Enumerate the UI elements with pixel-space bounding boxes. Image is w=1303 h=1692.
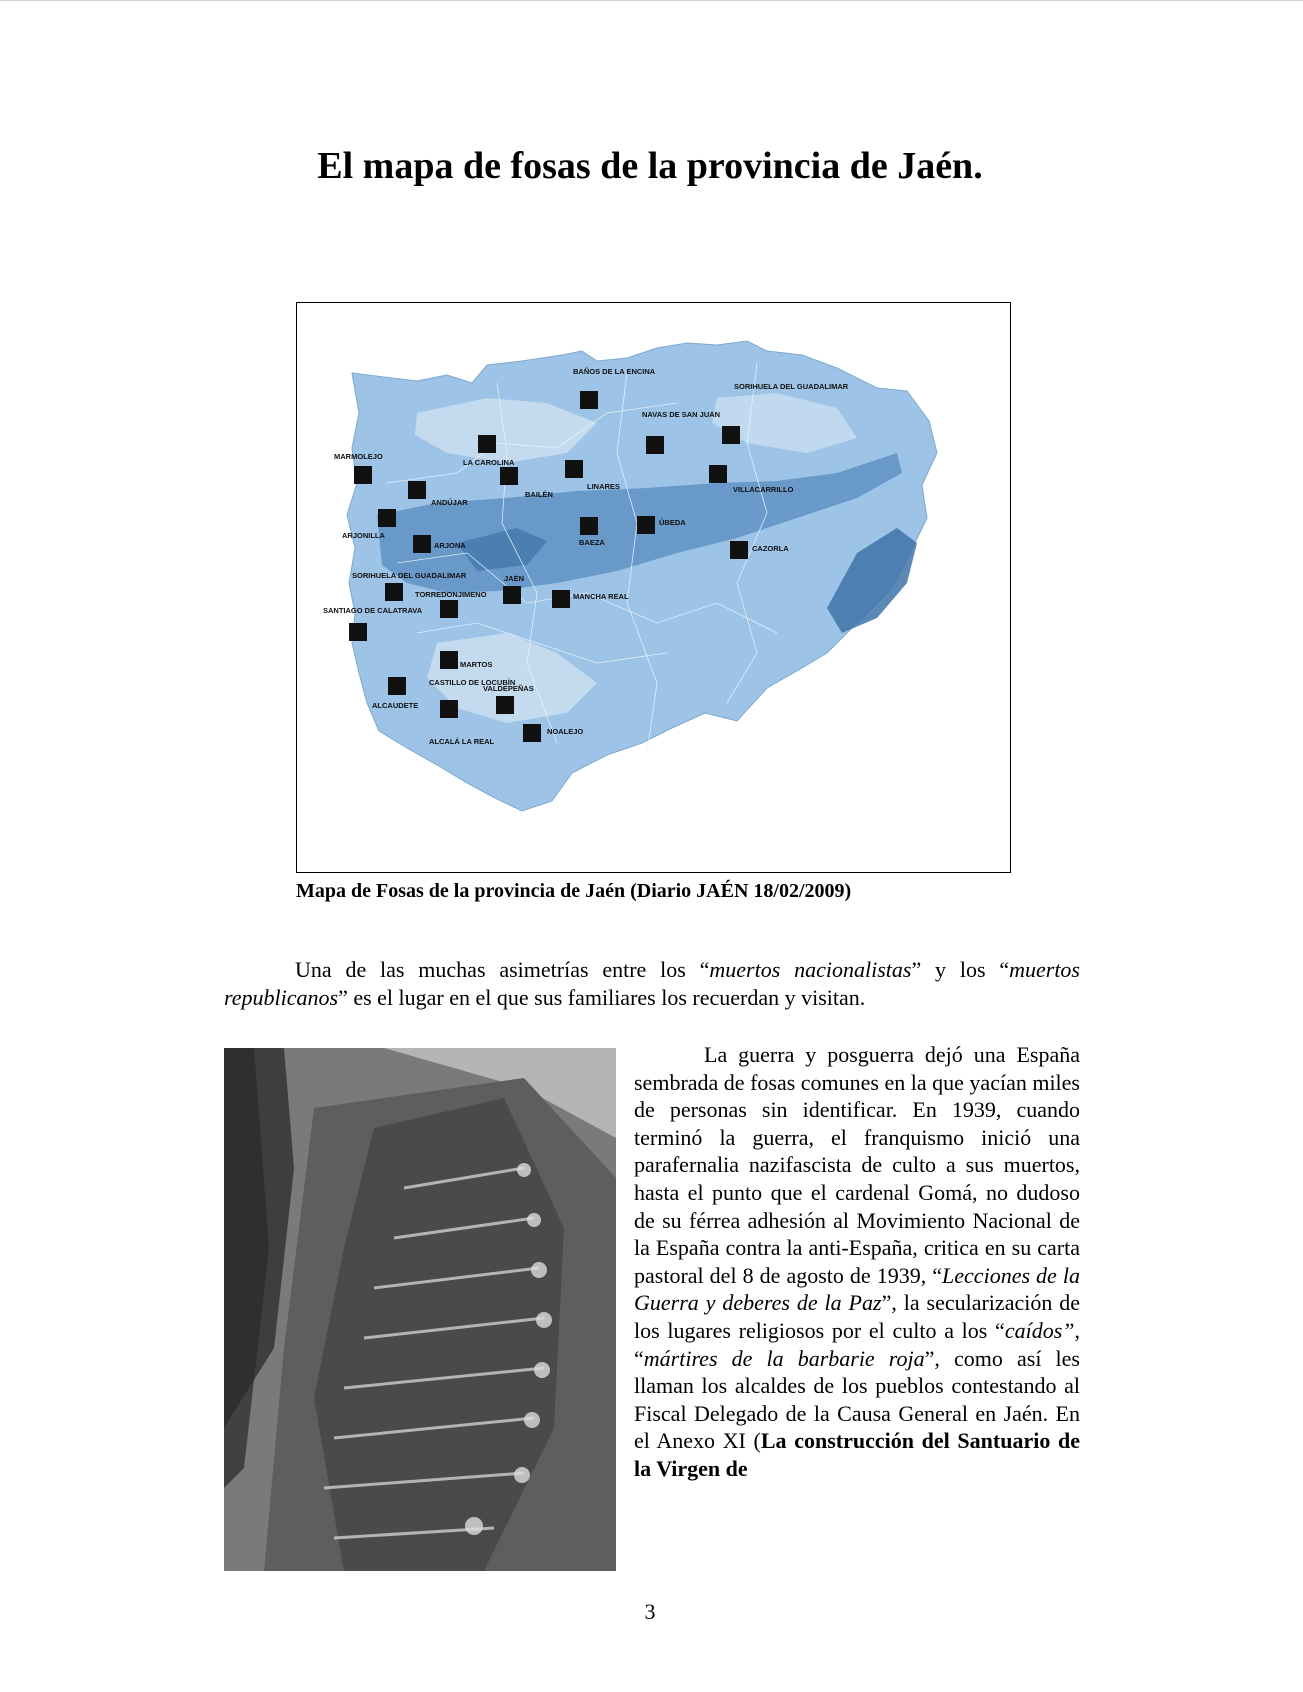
body-text-1: La guerra y posguerra dejó una España sembrada de fosas comunes en la que yacían miles de personas sin identificar. En 1939, cuando terminó la guerra, el franquismo inició una parafernalia nazifascista de culto a sus muertos, hasta el punto que el cardenal Gomá, no dudoso de su férrea adhesión al Movimiento Nacional de la España contra la anti-España, critica en su carta pastoral del 8 de agosto de 1939, “ <box>634 1042 1080 1288</box>
mass-grave-photo <box>224 1048 616 1571</box>
intro-italic-2: muertos republicanos <box>224 957 1080 1010</box>
label-bailen: BAILÉN <box>525 490 553 499</box>
body-text-4: ”, como así les llaman los alcaldes de los pueblos contestando al Fiscal Delegado de la Causa General en Jaén. En el Anexo XI ( <box>634 1345 1080 1454</box>
map-figure <box>296 302 1011 873</box>
body-text-3: , “ <box>634 1317 1080 1371</box>
intro-text-1: Una de las muchas asimetrías entre los “ <box>295 957 710 982</box>
body-italic-martires: mártires de la barbarie roja <box>643 1345 925 1371</box>
label-villacarrillo: VILLACARRILLO <box>733 485 794 494</box>
label-santiago-de-calatrava: SANTIAGO DE CALATRAVA <box>323 606 423 615</box>
top-border <box>0 0 1303 1</box>
map-caption: Mapa de Fosas de la provincia de Jaén (Diario JAÉN 18/02/2009) <box>296 880 852 902</box>
label-sorihuela-del-guadalimar-north: SORIHUELA DEL GUADALIMAR <box>734 382 849 391</box>
intro-text-3: ” es el lugar en el que sus familiares los recuerdan y visitan. <box>338 985 866 1010</box>
label-valdepenas: VALDEPEÑAS <box>483 684 534 693</box>
label-arjonilla: ARJONILLA <box>342 531 385 540</box>
label-marmolejo: MARMOLEJO <box>334 452 383 461</box>
label-banos-de-la-encina: BAÑOS DE LA ENCINA <box>573 367 656 376</box>
label-cazorla: CAZORLA <box>752 544 789 553</box>
body-italic-title: Lecciones de la Guerra y deberes de la Paz <box>634 1262 1080 1316</box>
label-andujar: ANDÚJAR <box>431 498 468 507</box>
label-arjona: ARJONA <box>434 541 466 550</box>
body-text-2: ”, la secularización de los lugares religiosos por el culto a los “ <box>634 1290 1080 1343</box>
label-alcaudete: ALCAUDETE <box>372 701 419 710</box>
label-noalejo: NOALEJO <box>547 727 584 736</box>
label-sorihuela-del-guadalimar-west: SORIHUELA DEL GUADALIMAR <box>352 571 467 580</box>
body-paragraph <box>634 1041 1080 1483</box>
label-navas-de-san-juan: NAVAS DE SAN JUAN <box>642 410 721 419</box>
label-jaen: JAÉN <box>504 574 525 583</box>
label-la-carolina: LA CAROLINA <box>463 458 515 467</box>
intro-italic-1: muertos nacionalistas <box>709 957 912 982</box>
label-linares: LINARES <box>587 482 620 491</box>
page-number: 3 <box>644 1599 656 1624</box>
label-ubeda: ÚBEDA <box>659 518 686 527</box>
intro-text-2: ” y los “ <box>911 957 1010 982</box>
body-italic-caidos: caídos” <box>1004 1317 1075 1343</box>
label-castillo-de-locubin: CASTILLO DE LOCUBÍN <box>429 678 516 687</box>
label-baeza: BAEZA <box>579 538 605 547</box>
jaen-graves-map <box>297 303 1010 872</box>
intro-paragraph <box>224 956 1080 1012</box>
body-bold-annex: La construcción del Santuario de la Virgen de <box>634 1428 1080 1481</box>
page-title: El mapa de fosas de la provincia de Jaén. <box>317 145 983 187</box>
label-torredonjimeno: TORREDONJIMENO <box>415 590 487 599</box>
label-alcala-la-real: ALCALÁ LA REAL <box>429 737 495 746</box>
label-mancha-real: MANCHA REAL <box>573 592 629 601</box>
label-martos: MARTOS <box>460 660 493 669</box>
